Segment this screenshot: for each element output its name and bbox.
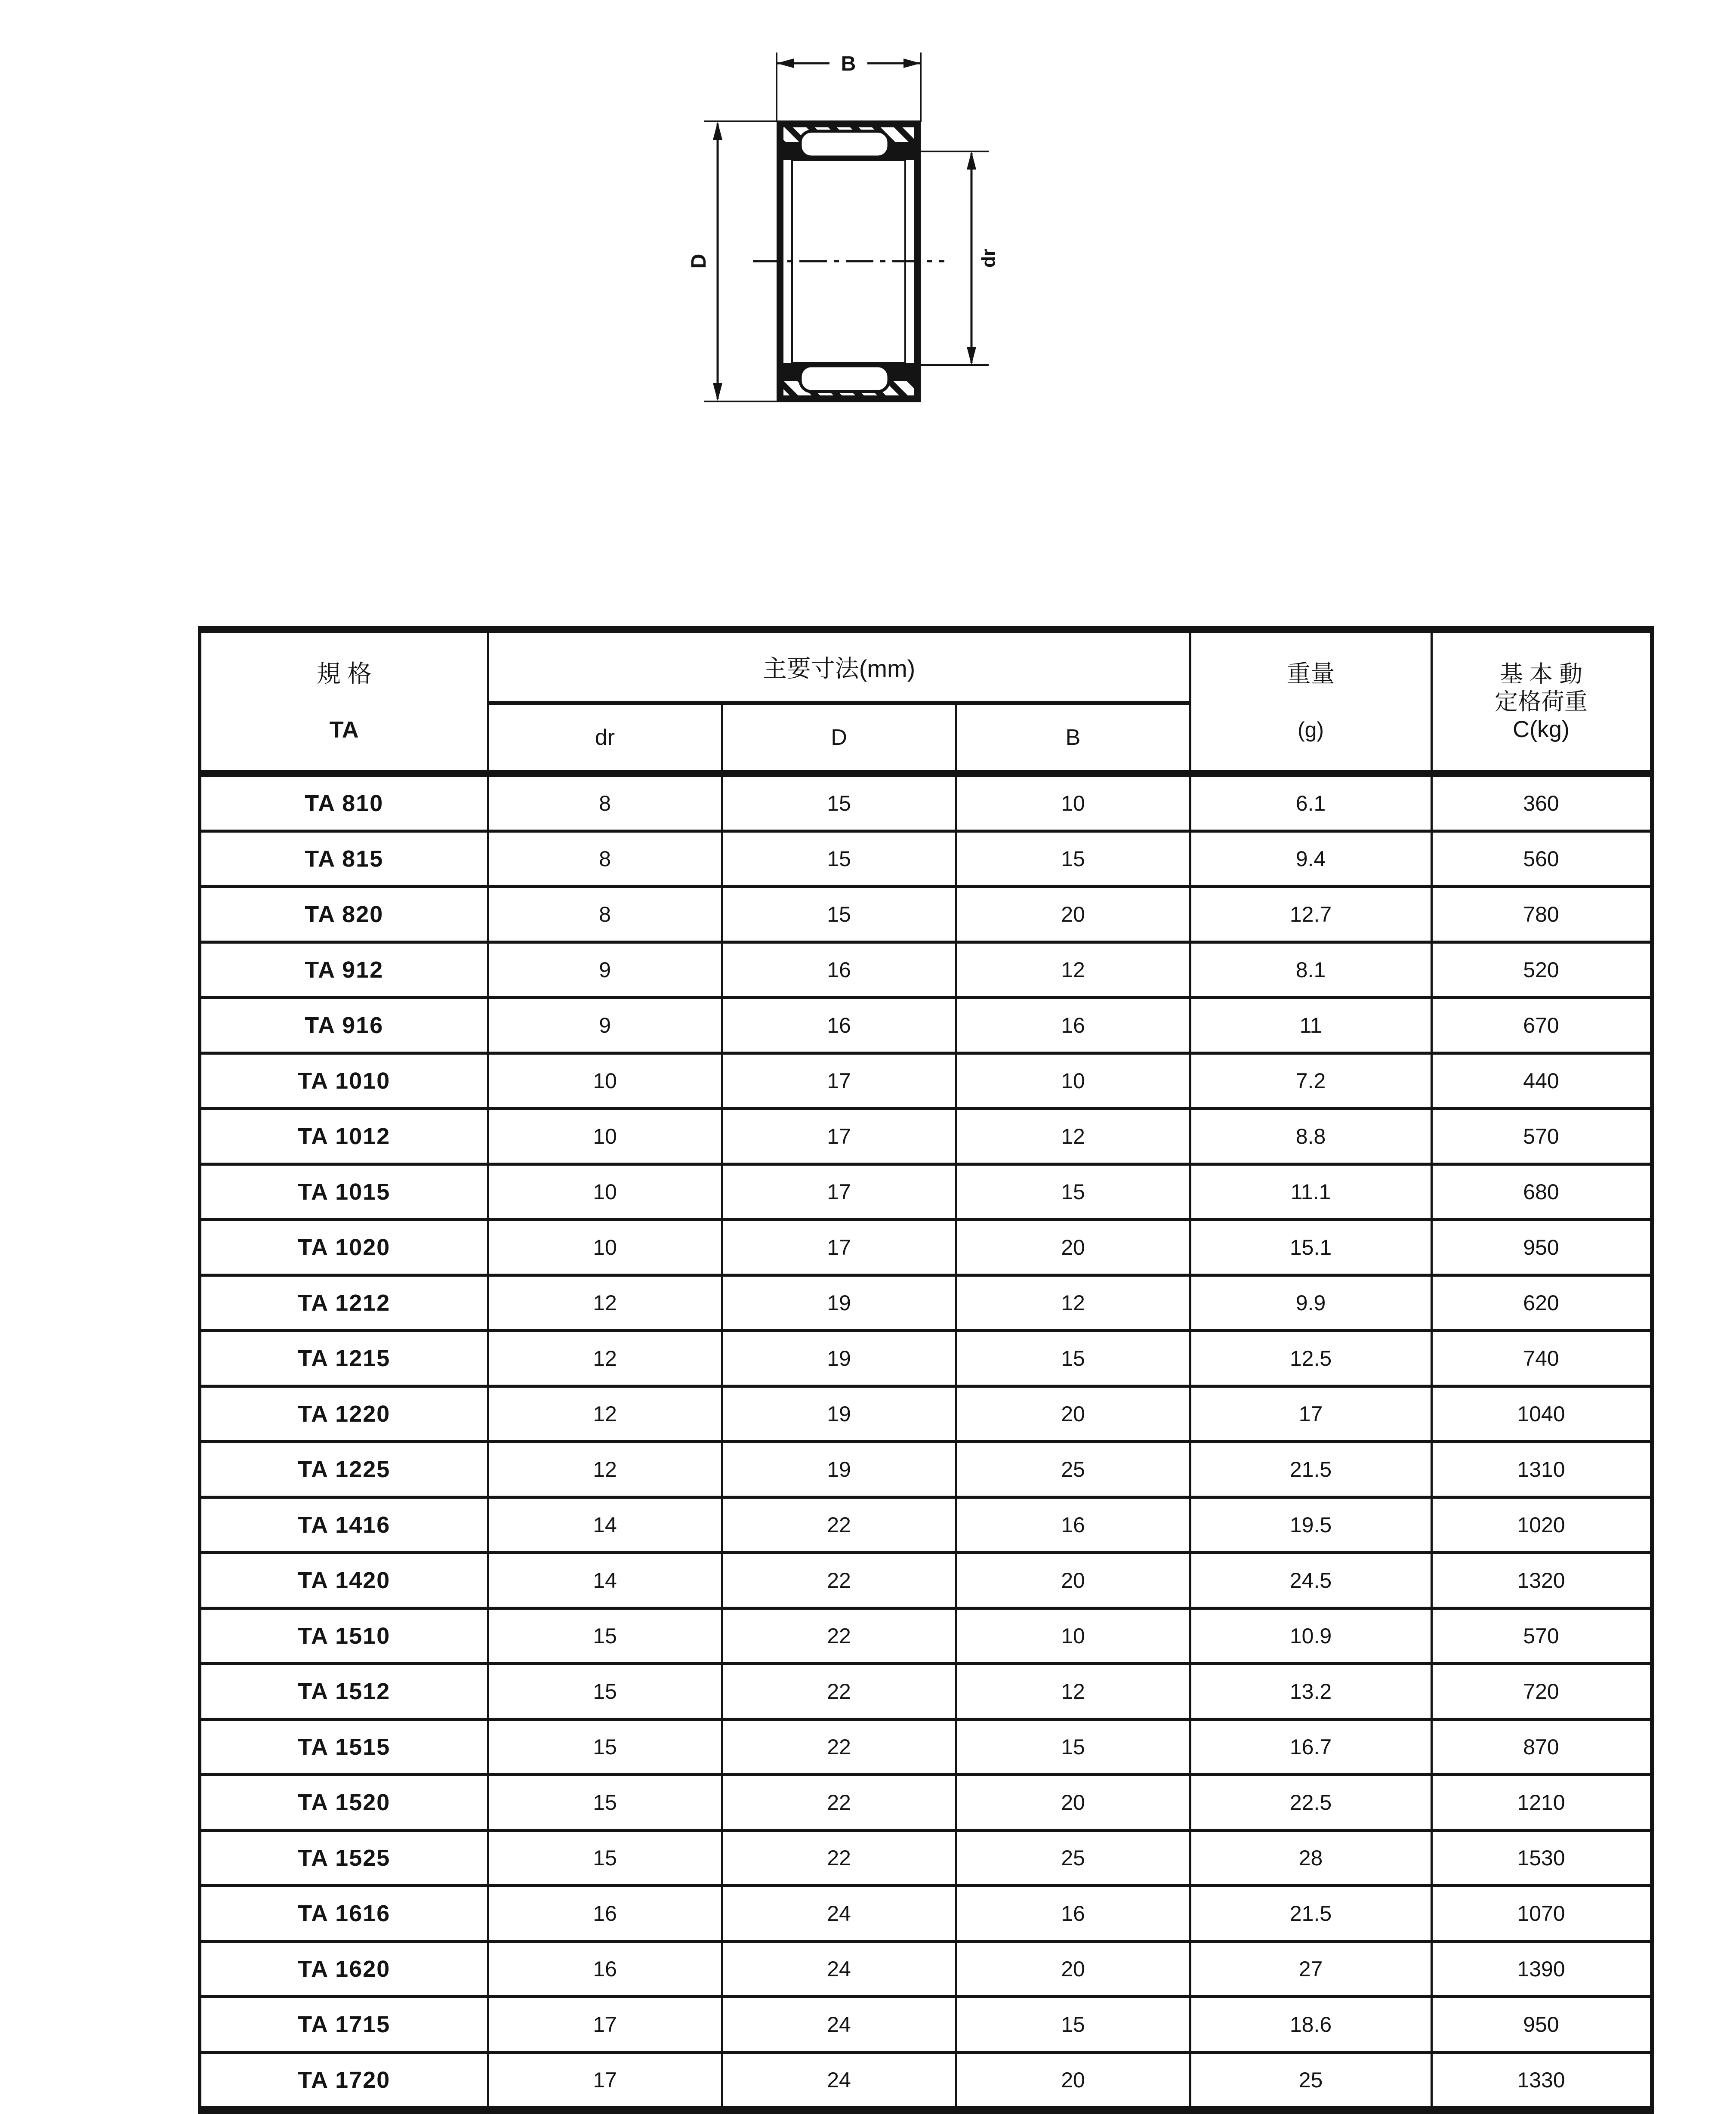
- load-cell: 670: [1431, 998, 1652, 1053]
- load-cell: 950: [1431, 1220, 1652, 1275]
- b-cell: 20: [956, 1220, 1190, 1275]
- dr-cell: 12: [488, 1386, 722, 1442]
- b-cell: 10: [956, 1608, 1190, 1664]
- table-row: [200, 1331, 1652, 1386]
- spec-cell: TA 1225: [200, 1442, 488, 1497]
- weight-cell: 12.5: [1190, 1331, 1431, 1386]
- weight-cell: 17: [1190, 1386, 1431, 1442]
- b-cell: 25: [956, 1442, 1190, 1497]
- b-cell: 15: [956, 1997, 1190, 2052]
- spec-cell: TA 916: [200, 998, 488, 1053]
- table-row: [200, 1941, 1652, 1997]
- table-row: [200, 1109, 1652, 1164]
- load-cell: 1020: [1431, 1497, 1652, 1553]
- weight-cell: 10.9: [1190, 1608, 1431, 1664]
- dr-cell: 15: [488, 1830, 722, 1886]
- weight-cell: 13.2: [1190, 1664, 1431, 1719]
- d-cell: 24: [722, 1997, 956, 2052]
- table-row: [200, 1608, 1652, 1664]
- spec-cell: TA 1212: [200, 1275, 488, 1331]
- arrow-b-left: [777, 59, 794, 68]
- dr-cell: 16: [488, 1941, 722, 1997]
- load-cell: 680: [1431, 1164, 1652, 1220]
- spec-table-header: [200, 630, 1652, 774]
- b-cell: 10: [956, 774, 1190, 831]
- weight-cell: 24.5: [1190, 1553, 1431, 1608]
- spec-header-kanji: 規 格: [316, 660, 372, 687]
- spec-header-series: TA: [329, 716, 359, 743]
- load-cell: 570: [1431, 1109, 1652, 1164]
- load-cell: 570: [1431, 1608, 1652, 1664]
- load-cell: 620: [1431, 1275, 1652, 1331]
- load-cell: 440: [1431, 1053, 1652, 1109]
- dr-cell: 12: [488, 1442, 722, 1497]
- spec-cell: TA 1515: [200, 1719, 488, 1775]
- b-cell: 10: [956, 1053, 1190, 1109]
- b-cell: 20: [956, 1553, 1190, 1608]
- dr-cell: 12: [488, 1331, 722, 1386]
- spec-cell: TA 1020: [200, 1220, 488, 1275]
- load-cell: 520: [1431, 942, 1652, 998]
- table-row: [200, 1275, 1652, 1331]
- spec-cell: TA 1715: [200, 1997, 488, 2052]
- table-row: [200, 1553, 1652, 1608]
- b-cell: 20: [956, 1386, 1190, 1442]
- d-cell: 24: [722, 2052, 956, 2111]
- d-cell: 16: [722, 998, 956, 1053]
- col-header-d: D: [722, 703, 956, 774]
- dr-cell: 8: [488, 831, 722, 887]
- col-header-dimensions-group: 主要寸法(mm): [488, 630, 1190, 703]
- col-header-b: B: [956, 703, 1190, 774]
- dr-cell: 16: [488, 1886, 722, 1941]
- dr-cell: 9: [488, 998, 722, 1053]
- bore-line-top: [791, 158, 906, 161]
- load-cell: 720: [1431, 1664, 1652, 1719]
- load-cell: 1320: [1431, 1553, 1652, 1608]
- b-cell: 12: [956, 942, 1190, 998]
- spec-cell: TA 1520: [200, 1775, 488, 1830]
- dr-cell: 17: [488, 2052, 722, 2111]
- weight-cell: 12.7: [1190, 887, 1431, 942]
- spec-table: [198, 626, 1654, 2114]
- d-cell: 17: [722, 1053, 956, 1109]
- b-cell: 12: [956, 1109, 1190, 1164]
- load-header-lines: [1433, 660, 1650, 743]
- bearing-drawing: [645, 22, 1076, 452]
- b-cell: 25: [956, 1830, 1190, 1886]
- spec-cell: TA 815: [200, 831, 488, 887]
- dim-label-b: B: [841, 52, 856, 75]
- weight-cell: 9.9: [1190, 1275, 1431, 1331]
- spec-cell: TA 1510: [200, 1608, 488, 1664]
- b-cell: 15: [956, 1164, 1190, 1220]
- weight-header-kanji: 重量: [1286, 660, 1335, 687]
- b-cell: 20: [956, 1775, 1190, 1830]
- d-cell: 22: [722, 1775, 956, 1830]
- spec-cell: TA 1015: [200, 1164, 488, 1220]
- d-cell: 19: [722, 1275, 956, 1331]
- d-cell: 22: [722, 1719, 956, 1775]
- spec-cell: TA 912: [200, 942, 488, 998]
- d-cell: 22: [722, 1553, 956, 1608]
- spec-cell: TA 1012: [200, 1109, 488, 1164]
- weight-cell: 7.2: [1190, 1053, 1431, 1109]
- table-row: [200, 1053, 1652, 1109]
- table-row: [200, 831, 1652, 887]
- d-cell: 19: [722, 1442, 956, 1497]
- weight-cell: 22.5: [1190, 1775, 1431, 1830]
- load-cell: 1040: [1431, 1386, 1652, 1442]
- arrow-d-top: [713, 122, 722, 140]
- d-cell: 24: [722, 1941, 956, 1997]
- table-row: [200, 1497, 1652, 1553]
- spec-cell: TA 1512: [200, 1664, 488, 1719]
- col-header-load: [1431, 630, 1652, 774]
- spec-cell: TA 1616: [200, 1886, 488, 1941]
- d-cell: 17: [722, 1109, 956, 1164]
- spec-cell: TA 1420: [200, 1553, 488, 1608]
- weight-cell: 18.6: [1190, 1997, 1431, 2052]
- d-cell: 17: [722, 1164, 956, 1220]
- d-cell: 15: [722, 887, 956, 942]
- table-row: [200, 1442, 1652, 1497]
- d-cell: 15: [722, 774, 956, 831]
- d-cell: 22: [722, 1830, 956, 1886]
- b-cell: 20: [956, 887, 1190, 942]
- load-cell: 1070: [1431, 1886, 1652, 1941]
- weight-cell: 6.1: [1190, 774, 1431, 831]
- dr-cell: 15: [488, 1719, 722, 1775]
- load-cell: 780: [1431, 887, 1652, 942]
- spec-table-body: [200, 774, 1652, 2110]
- b-cell: 20: [956, 2052, 1190, 2111]
- weight-cell: 25: [1190, 2052, 1431, 2111]
- weight-cell: 21.5: [1190, 1442, 1431, 1497]
- table-row: [200, 1719, 1652, 1775]
- table-row: [200, 1997, 1652, 2052]
- d-cell: 22: [722, 1664, 956, 1719]
- b-cell: 16: [956, 1886, 1190, 1941]
- weight-cell: 8.8: [1190, 1109, 1431, 1164]
- weight-cell: 19.5: [1190, 1497, 1431, 1553]
- d-cell: 19: [722, 1386, 956, 1442]
- arrow-dr-bottom: [967, 347, 976, 365]
- weight-cell: 16.7: [1190, 1719, 1431, 1775]
- dr-cell: 10: [488, 1220, 722, 1275]
- load-cell: 360: [1431, 774, 1652, 831]
- load-cell: 1390: [1431, 1941, 1652, 1997]
- b-cell: 16: [956, 1497, 1190, 1553]
- spec-cell: TA 1620: [200, 1941, 488, 1997]
- col-header-weight: [1190, 630, 1431, 774]
- d-cell: 22: [722, 1608, 956, 1664]
- table-row: [200, 1164, 1652, 1220]
- table-row: [200, 1830, 1652, 1886]
- weight-cell: 11: [1190, 998, 1431, 1053]
- weight-cell: 28: [1190, 1830, 1431, 1886]
- dr-cell: 15: [488, 1664, 722, 1719]
- dr-cell: 14: [488, 1497, 722, 1553]
- b-cell: 15: [956, 1719, 1190, 1775]
- d-cell: 19: [722, 1331, 956, 1386]
- table-row: [200, 1775, 1652, 1830]
- d-cell: 17: [722, 1220, 956, 1275]
- dr-cell: 10: [488, 1109, 722, 1164]
- weight-header-unit: (g): [1297, 717, 1324, 742]
- dim-label-d: D: [688, 253, 710, 269]
- weight-cell: 9.4: [1190, 831, 1431, 887]
- load-header-line1: 基 本 動: [1500, 661, 1583, 687]
- d-cell: 22: [722, 1497, 956, 1553]
- dr-cell: 15: [488, 1608, 722, 1664]
- dr-cell: 8: [488, 774, 722, 831]
- dr-cell: 9: [488, 942, 722, 998]
- load-cell: 740: [1431, 1331, 1652, 1386]
- spec-cell: TA 810: [200, 774, 488, 831]
- spec-cell: TA 1220: [200, 1386, 488, 1442]
- dr-cell: 10: [488, 1164, 722, 1220]
- bore-line-bottom: [791, 362, 906, 364]
- d-cell: 16: [722, 942, 956, 998]
- load-cell: 950: [1431, 1997, 1652, 2052]
- spec-cell: TA 1010: [200, 1053, 488, 1109]
- table-row: [200, 1386, 1652, 1442]
- roller-top: [800, 131, 889, 157]
- dr-cell: 15: [488, 1775, 722, 1830]
- weight-cell: 15.1: [1190, 1220, 1431, 1275]
- dr-cell: 14: [488, 1553, 722, 1608]
- b-cell: 20: [956, 1941, 1190, 1997]
- spec-cell: TA 1720: [200, 2052, 488, 2111]
- spec-cell: TA 1416: [200, 1497, 488, 1553]
- arrow-dr-top: [967, 151, 976, 170]
- table-row: [200, 942, 1652, 998]
- dr-cell: 8: [488, 887, 722, 942]
- d-cell: 15: [722, 831, 956, 887]
- table-row: [200, 998, 1652, 1053]
- bearing-cross-section-figure: [645, 22, 1076, 452]
- spec-cell: TA 1215: [200, 1331, 488, 1386]
- load-cell: 870: [1431, 1719, 1652, 1775]
- table-row: [200, 887, 1652, 942]
- table-row: [200, 774, 1652, 831]
- dr-cell: 10: [488, 1053, 722, 1109]
- load-cell: 1530: [1431, 1830, 1652, 1886]
- load-cell: 560: [1431, 831, 1652, 887]
- dr-cell: 17: [488, 1997, 722, 2052]
- weight-cell: 11.1: [1190, 1164, 1431, 1220]
- b-cell: 12: [956, 1275, 1190, 1331]
- b-cell: 12: [956, 1664, 1190, 1719]
- dr-cell: 12: [488, 1275, 722, 1331]
- col-header-spec: [200, 630, 488, 774]
- load-cell: 1330: [1431, 2052, 1652, 2111]
- weight-cell: 21.5: [1190, 1886, 1431, 1941]
- table-row: [200, 1664, 1652, 1719]
- load-header-line3: C(kg): [1513, 716, 1570, 742]
- col-header-dr: dr: [488, 703, 722, 774]
- roller-bottom: [800, 366, 889, 392]
- table-row: [200, 1220, 1652, 1275]
- arrow-b-right: [903, 59, 921, 68]
- d-cell: 24: [722, 1886, 956, 1941]
- dim-label-dr: dr: [978, 249, 999, 268]
- load-cell: 1210: [1431, 1775, 1652, 1830]
- weight-cell: 8.1: [1190, 942, 1431, 998]
- spec-cell: TA 1525: [200, 1830, 488, 1886]
- spec-cell: TA 820: [200, 887, 488, 942]
- load-cell: 1310: [1431, 1442, 1652, 1497]
- arrow-d-bottom: [713, 383, 722, 401]
- b-cell: 15: [956, 1331, 1190, 1386]
- b-cell: 16: [956, 998, 1190, 1053]
- weight-cell: 27: [1190, 1941, 1431, 1997]
- b-cell: 15: [956, 831, 1190, 887]
- load-header-line2: 定格荷重: [1495, 688, 1588, 715]
- table-row: [200, 1886, 1652, 1941]
